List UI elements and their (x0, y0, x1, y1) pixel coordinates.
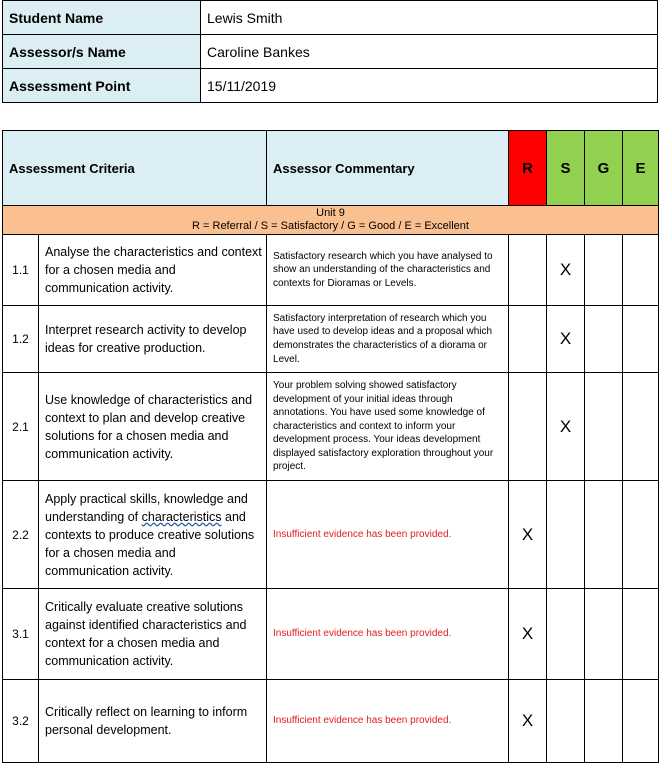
criterion-text: Analyse the characteristics and context for a chosen media and communication activity. (39, 235, 267, 306)
criterion-number: 1.2 (3, 306, 39, 373)
unit-row (3, 206, 659, 235)
table-row (3, 235, 659, 306)
assessor-comment: Satisfactory research which you have analysed to show an understanding of the characteristics and contexts for Dioramas or Levels. (267, 235, 509, 306)
criterion-number: 3.1 (3, 589, 39, 680)
criterion-text: Critically reflect on learning to inform personal development. (39, 680, 267, 763)
mark-g (585, 235, 623, 306)
assessment-point-label: Assessment Point (3, 69, 201, 103)
criteria-header: Assessment Criteria (3, 131, 267, 206)
table-row (3, 680, 659, 763)
mark-e (623, 680, 659, 763)
mark-r (509, 235, 547, 306)
criterion-text: Use knowledge of characteristics and context to plan and develop creative solutions for a chosen media and communication activity. (39, 373, 267, 481)
mark-e (623, 235, 659, 306)
mark-g (585, 589, 623, 680)
criteria-header-row (3, 131, 659, 206)
criterion-number: 3.2 (3, 680, 39, 763)
table-row (3, 481, 659, 589)
mark-s: X (547, 306, 585, 373)
mark-e (623, 306, 659, 373)
mark-g (585, 680, 623, 763)
commentary-header: Assessor Commentary (267, 131, 509, 206)
mark-e (623, 481, 659, 589)
criterion-number: 1.1 (3, 235, 39, 306)
criterion-number: 2.2 (3, 481, 39, 589)
assessment-criteria-table (2, 130, 659, 763)
mark-r: X (509, 680, 547, 763)
grade-legend: R = Referral / S = Satisfactory / G = Good / E = Excellent (192, 220, 469, 232)
mark-r (509, 306, 547, 373)
assessor-name-value: Caroline Bankes (201, 35, 658, 69)
mark-e (623, 589, 659, 680)
criterion-text-part: and contexts to produce creative solutions for a chosen media and communication activity. (45, 509, 255, 578)
grade-e-header: E (623, 131, 659, 206)
criterion-number: 2.1 (3, 373, 39, 481)
assessor-name-label: Assessor/s Name (3, 35, 201, 69)
student-name-value: Lewis Smith (201, 1, 658, 35)
mark-e (623, 373, 659, 481)
unit-band (3, 206, 659, 235)
mark-s (547, 481, 585, 589)
mark-r: X (509, 589, 547, 680)
assessor-comment: Satisfactory interpretation of research which you have used to develop ideas and a proposal which demonstrates the characteristics of a diorama or Level. (267, 306, 509, 373)
criterion-text (39, 481, 267, 589)
spellcheck-word: characteristics (141, 509, 222, 524)
grade-s-header: S (547, 131, 585, 206)
student-name-label: Student Name (3, 1, 201, 35)
assessor-row (3, 35, 658, 69)
criterion-text: Critically evaluate creative solutions against identified characteristics and context for a chosen media and communication activity. (39, 589, 267, 680)
assessor-comment: Your problem solving showed satisfactory development of your initial ideas through annotations. You have used some knowledge of characteristics and context to inform your development process. Your ideas development displayed satisfactory exploration throughout your project. (267, 373, 509, 481)
table-row (3, 373, 659, 481)
mark-g (585, 306, 623, 373)
mark-r: X (509, 481, 547, 589)
assessment-point-row (3, 69, 658, 103)
mark-s: X (547, 373, 585, 481)
mark-s (547, 589, 585, 680)
student-info-table (2, 0, 658, 103)
unit-title: Unit 9 (316, 207, 345, 219)
assessment-point-value: 15/11/2019 (201, 69, 658, 103)
assessor-comment: Insufficient evidence has been provided. (267, 481, 509, 589)
mark-g (585, 373, 623, 481)
table-row (3, 589, 659, 680)
mark-s (547, 680, 585, 763)
criterion-text-part: Apply practical skills, knowledge and understanding of (45, 491, 248, 524)
mark-r (509, 373, 547, 481)
assessor-comment: Insufficient evidence has been provided. (267, 589, 509, 680)
student-row (3, 1, 658, 35)
mark-s: X (547, 235, 585, 306)
grade-r-header: R (509, 131, 547, 206)
assessor-comment: Insufficient evidence has been provided. (267, 680, 509, 763)
grade-g-header: G (585, 131, 623, 206)
criterion-text: Interpret research activity to develop ideas for creative production. (39, 306, 267, 373)
table-row (3, 306, 659, 373)
mark-g (585, 481, 623, 589)
